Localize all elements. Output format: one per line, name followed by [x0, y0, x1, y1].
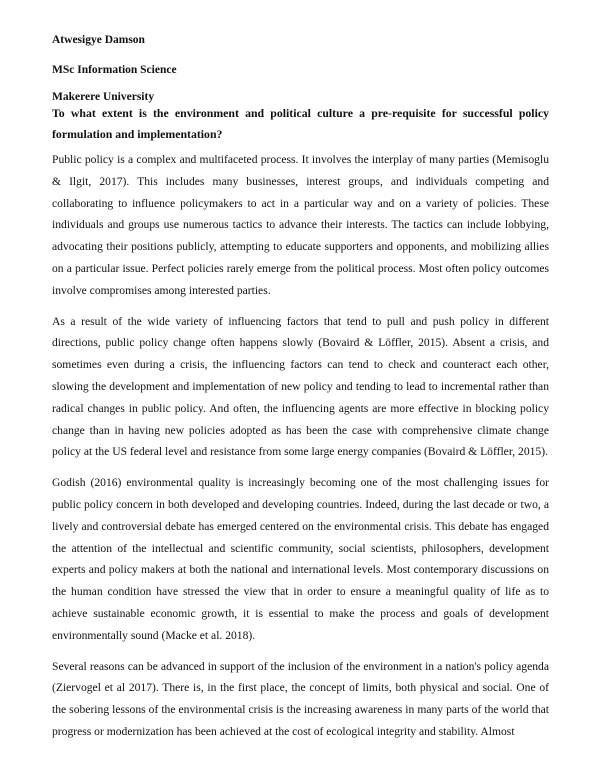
paragraph-3: Godish (2016) environmental quality is increasingly becoming one of the most challenging issues for public policy concern in both developed and developing countries. Indeed, during the last decade or two, a lively and controversial debate has emerged centered on the environmental crisis. This debate has engaged the attention of the intellectual and scientific community, social scientists, philosophers, development experts and policy makers at both the national and international levels. Most contemporary discussions on the human condition have stressed the view that in order to ensure a meaningful quality of life as to achieve sustainable economic growth, it is essential to make the process and goals of development environmentally sound (Macke et al. 2018).	[52, 476, 549, 642]
paragraph-1: Public policy is a complex and multifaceted process. It involves the interplay of many parties (Memisoglu & Ilgit, 2017). This includes many businesses, interest groups, and individuals competing and collaborating to influence policymakers to act in a particular way and on a variety of policies. These individuals and groups use numerous tactics to advance their interests. The tactics can include lobbying, advocating their positions publicly, attempting to educate supporters and opponents, and mobilizing allies on a particular issue. Perfect policies rarely emerge from the political process. Most often policy outcomes involve compromises among interested parties.	[52, 153, 549, 297]
essay-body	[52, 149, 549, 752]
university-name: Makerere University	[52, 91, 155, 103]
author-name: Atwesigye Damson	[52, 34, 145, 46]
program-name: MSc Information Science	[52, 64, 177, 76]
paragraph-2: As a result of the wide variety of influencing factors that tend to pull and push policy in different directions, public policy change often happens slowly (Bovaird & Löffler, 2015). Absent a crisis, and sometimes even during a crisis, the influencing factors can tend to check and counteract each other, slowing the development and implementation of new policy and tending to lead to incremental rather than radical changes in public policy. And often, the influencing agents are more effective in blocking policy change than in having new policies adopted as has been the case with comprehensive climate change policy at the US federal level and resistance from some large energy companies (Bovaird & Löffler, 2015).	[52, 314, 549, 459]
paragraph-4: Several reasons can be advanced in support of the inclusion of the environment in a nation's policy agenda (Ziervogel et al 2017). There is, in the first place, the concept of limits, both physical and social. One of the sobering lessons of the environmental crisis is the increasing awareness in many parts of the world that progress or modernization has been achieved at the cost of ecological integrity and stability. Almost	[52, 659, 549, 738]
essay-title: To what extent is the environment and political culture a pre-requisite for successful policy formulation and implementation?	[52, 106, 549, 141]
